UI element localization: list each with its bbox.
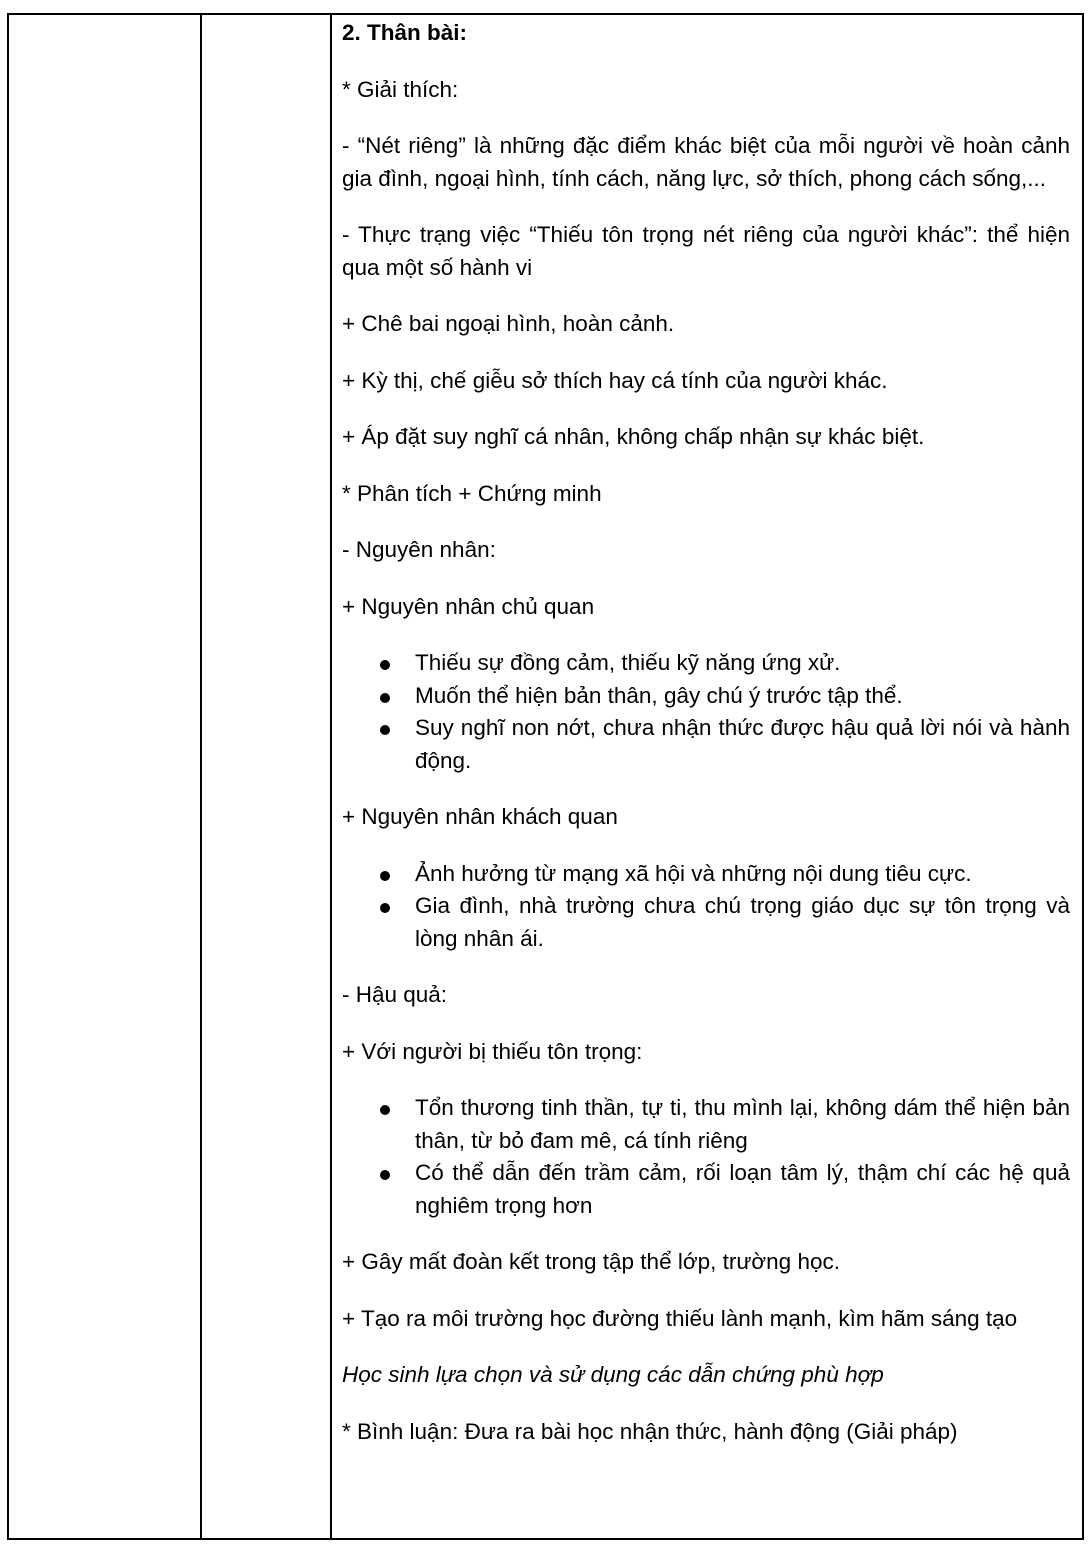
bullet-icon bbox=[380, 1105, 390, 1115]
bullet-icon bbox=[380, 660, 390, 670]
explain-heading: * Giải thích: bbox=[342, 76, 459, 102]
objective-causes-heading: + Nguyên nhân khách quan bbox=[342, 804, 618, 829]
status-item: + Chê bai ngoại hình, hoàn cảnh. bbox=[342, 311, 675, 336]
consequences-heading: - Hậu quả: bbox=[342, 982, 448, 1007]
table-cell-empty-2 bbox=[202, 15, 332, 1538]
bullet-icon bbox=[380, 725, 390, 735]
causes-heading: - Nguyên nhân: bbox=[342, 537, 496, 562]
commentary: * Bình luận: Đưa ra bài học nhận thức, hành động (Giải pháp) bbox=[342, 1418, 958, 1444]
subjective-causes-heading: + Nguyên nhân chủ quan bbox=[342, 593, 595, 619]
list-item-text: Gia đình, nhà trường chưa chú trọng giáo dục sự tôn trọng và lòng nhân ái. bbox=[415, 893, 1070, 951]
bullet-icon bbox=[380, 903, 390, 913]
list-item-text: Thiếu sự đồng cảm, thiếu kỹ năng ứng xử. bbox=[415, 650, 841, 675]
status-intro: - Thực trạng việc “Thiếu tôn trọng nét riêng của người khác”: thể hiện qua một số hành vi bbox=[342, 222, 1070, 280]
subjective-causes-list bbox=[342, 647, 1070, 777]
bullet-icon bbox=[380, 693, 390, 703]
table-cell-empty-1 bbox=[9, 15, 202, 1538]
section-heading: 2. Thân bài: bbox=[342, 20, 468, 45]
list-item-text: Có thể dẫn đến trầm cảm, rối loạn tâm lý, thậm chí các hệ quả nghiêm trọng hơn bbox=[415, 1160, 1070, 1218]
list-item bbox=[342, 712, 1070, 777]
list-item-text: Ảnh hưởng từ mạng xã hội và những nội dung tiêu cực. bbox=[415, 860, 972, 886]
status-item: + Áp đặt suy nghĩ cá nhân, không chấp nhận sự khác biệt. bbox=[342, 424, 925, 449]
consequence-item: + Gây mất đoàn kết trong tập thể lớp, trường học. bbox=[342, 1249, 840, 1274]
evidence-note: Học sinh lựa chọn và sử dụng các dẫn chứng phù hợp bbox=[342, 1362, 884, 1387]
objective-causes-list bbox=[342, 858, 1070, 956]
analysis-heading: * Phân tích + Chứng minh bbox=[342, 480, 602, 506]
list-item bbox=[342, 858, 1070, 891]
list-item bbox=[342, 890, 1070, 955]
victim-heading: + Với người bị thiếu tôn trọng: bbox=[342, 1038, 643, 1064]
status-item: + Kỳ thị, chế giễu sở thích hay cá tính của người khác. bbox=[342, 367, 888, 393]
bullet-icon bbox=[380, 871, 390, 881]
list-item-text: Muốn thể hiện bản thân, gây chú ý trước tập thể. bbox=[415, 682, 903, 708]
list-item bbox=[342, 1157, 1070, 1222]
list-item bbox=[342, 1092, 1070, 1157]
list-item bbox=[342, 647, 1070, 680]
victim-effects-list bbox=[342, 1092, 1070, 1222]
bullet-icon bbox=[380, 1170, 390, 1180]
table-cell-content bbox=[332, 15, 1082, 1538]
list-item-text: Tổn thương tinh thần, tự ti, thu mình lại, không dám thể hiện bản thân, từ bỏ đam mê, cá tính riêng bbox=[415, 1095, 1070, 1153]
list-item bbox=[342, 680, 1070, 713]
list-item-text: Suy nghĩ non nớt, chưa nhận thức được hậu quả lời nói và hành động. bbox=[415, 715, 1070, 773]
consequence-item: + Tạo ra môi trường học đường thiếu lành mạnh, kìm hãm sáng tạo bbox=[342, 1305, 1018, 1331]
answer-table bbox=[7, 13, 1084, 1540]
explain-definition: - “Nét riêng” là những đặc điểm khác biệt của mỗi người về hoàn cảnh gia đình, ngoại hình, tính cách, năng lực, sở thích, phong cách sống,... bbox=[342, 133, 1070, 191]
